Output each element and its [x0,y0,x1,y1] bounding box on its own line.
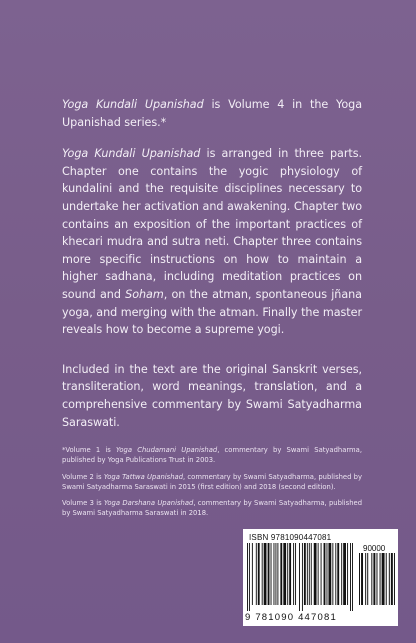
barcode-bar [347,543,348,605]
footnote-text: Volume 2 is [62,472,104,481]
barcode-bar [361,553,363,605]
footnote-volume-1 [62,445,362,465]
footnote-title: Yoga Chudamani Upanishad [115,446,218,455]
barcode-bar [359,553,360,605]
footnote-text: *Volume 1 is [62,446,116,455]
footnote-volume-2 [62,472,362,492]
barcode-bar [332,543,333,605]
footnote-text: Volume 3 is [62,498,104,507]
barcode-bar [382,553,385,605]
barcode-bar [311,543,312,605]
barcode-bar [389,553,390,605]
barcode-bar [341,543,342,605]
barcode-bar [365,553,366,605]
barcode-bar [391,553,393,605]
footnote-text: , commentary by Swami Satyadharma, published by Swami Satyadharma Saraswati in 2018. [62,498,363,518]
barcode-bar [287,543,288,605]
barcode-bar [350,543,351,611]
barcode-bar [299,543,300,611]
addon-code: 90000 [363,544,386,553]
barcode-bar [252,543,253,605]
blurb-paragraph-2 [62,145,362,339]
barcode-bar [386,553,387,605]
barcode-bar [275,543,276,605]
barcode-bar [373,553,375,605]
barcode-bar [352,543,353,611]
barcode-bars-main [247,543,353,611]
barcode-bar [277,543,278,605]
barcode-bar [318,543,319,605]
barcode-bar [289,543,291,605]
barcode-bar [293,543,294,605]
barcode-bar [394,553,395,605]
barcode-bar [247,543,248,611]
barcode-bar [249,543,250,611]
book-title: Yoga Kundali Upanishad [62,98,204,111]
barcode-bar [258,543,260,605]
barcode-bar [335,543,336,605]
barcode-bar [328,543,331,605]
barcode-bar [271,543,272,605]
soham-term: Soham [125,287,164,301]
footnote-text: , commentary by Swami Satyadharma, published by Yoga Publications Trust in 2003. [62,446,362,465]
barcode-bar [302,543,303,611]
footnote-title: Yoga Tattwa Upanishad [103,472,184,481]
barcode-bar [295,543,296,605]
blurb-text: , on the atman, spontaneous jñana yoga, and merging with the atman. Finally the master reveals how to become a supreme yogi. [62,287,362,337]
barcode-bar [256,543,257,605]
barcode-bar [304,543,306,605]
blurb-text: is Volume 4 in the Yoga Upanishad series.* [62,98,363,129]
barcode-bar [324,543,326,605]
barcode-bar [268,543,270,605]
barcode-bars-addon [359,553,395,611]
barcode-bar [380,553,381,605]
isbn-label: ISBN 9781090447081 [249,533,332,542]
isbn-digits: 9 781090 447081 [245,612,337,623]
blurb-paragraph-3: Included in the text are the original Sanskrit verses, transliteration, word meanings, translation, and a comprehensive commentary by Swami Satyadharma Saraswati. [62,362,362,429]
blurb [62,96,362,524]
isbn-barcode [243,529,398,626]
footnote-text: , commentary by Swami Satyadharma, published by Swami Satyadharma Saraswati in 2015 (first edition) and 2018 (second edition). [62,472,363,491]
blurb-paragraph-1 [62,96,362,131]
barcode-bar [274,543,275,605]
barcode-bar [327,543,328,605]
barcode-bar [307,543,308,605]
barcode-bar [283,543,286,605]
barcode-bar [280,543,282,605]
barcode-bar [367,553,368,605]
barcode-bar [262,543,263,605]
barcode-bar [376,553,377,605]
footnote-title: Yoga Darshana Upanishad [103,498,194,507]
book-title: Yoga Kundali Upanishad [62,147,201,161]
barcode-bar [337,543,339,605]
blurb-text: is arranged in three parts. Chapter one contains the yogic physiology of kundalini and the requisite disciplines necessary to undertake her activation and awakening. Chapter two contains an exposition of the important practices of khecari mudra and sutra neti. Chapter three contains more specific instructions on how to maintain a higher sadhana, including meditation practices on sound and [62,147,362,301]
barcode-bar [309,543,310,605]
barcode-bar [264,543,267,605]
barcode-bar [371,553,372,605]
barcode-bar [343,543,346,605]
barcode-bar [314,543,317,605]
barcode-bar [321,543,322,605]
footnote-volume-3 [62,498,362,518]
